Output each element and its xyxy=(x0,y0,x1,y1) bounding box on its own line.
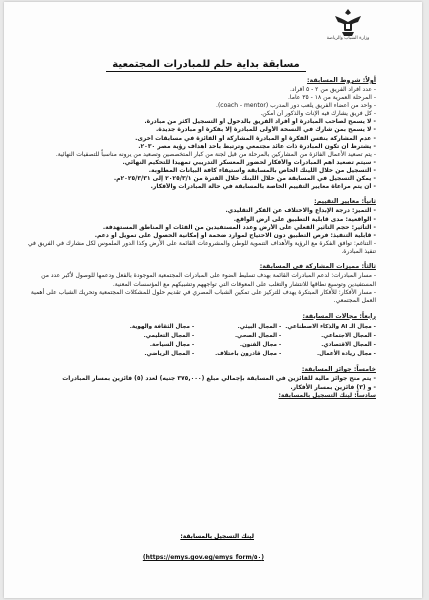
condition-item: - واحد من أعضاء الفريق يلعب دور المدرب (coach - mentor). xyxy=(216,102,376,110)
condition-item: - المرحلة العمرية من ١٨ - ٣٥ عاماً. xyxy=(288,94,376,102)
field-item: - مجال الـ AI والذكاء الاصطناعي. xyxy=(285,323,376,330)
criteria-item: - قابلية التنفيذ: فرص التطبيق دون الاحتياج لموارد ضخمة أو إمكانية الحصول على تمويل أو دعم. xyxy=(94,231,376,239)
field-item: - مجال ريادة الأعمال. xyxy=(317,351,376,358)
condition-item: - عدد أفراد الفريق من ٢ - ٥ أفراد. xyxy=(289,86,376,93)
condition-item: - أن يتم مراعاة معايير التقييم الخاصة بالمسابقة في حالة المبادرات والأفكار. xyxy=(150,183,376,191)
condition-item: - كل فريق يشارك فيه الإناث والذكور أن أمكن. xyxy=(260,110,376,118)
field-item xyxy=(24,350,107,359)
field-item: - المجال الصحي. xyxy=(234,332,282,339)
condition-item: - يتم تصعيد الأعمال الفائزة من المشاركين بالمرحلة من قبل لجنة من كبار المتخصصين وتصعيد من يرونه مناسباً للتصفيات النهائية. xyxy=(55,150,376,158)
eagle-emblem-icon xyxy=(330,6,366,40)
tracks-list xyxy=(24,272,376,305)
document-page xyxy=(4,2,422,598)
link-section-heading: سادساً: لينك التسجيل بالمسابقة: xyxy=(278,391,376,399)
condition-item: - يشترط أن تكون المبادرة ذات عائد مجتمعي وترتبط بأحد أهداف رؤية مصر ٢٠٣٠. xyxy=(138,142,376,150)
field-item: - مجال قادرون باختلاف. xyxy=(215,351,282,358)
prize-line: - و (٣) فائزين بمسار الأفكار. xyxy=(290,383,376,391)
condition-item: - لا يسمح بمن شارك في النسخة الأولى للمبادرة إلا بفكرة أو مبادرة جديدة. xyxy=(156,126,376,134)
prize-line: - يتم منح جوائز مالية للفائزين في المسابقة بإجمالي مبلغ (٣٧٥,٠٠٠ جنيه) لعدد (٥) فائزين بمسار المبادرات xyxy=(62,375,376,383)
field-item: - مجال الثقافة والهوية. xyxy=(129,323,195,330)
criteria-item: - التأثير: حجم التأثير الفعلي على الأرض وعدد المستفيدين من الفئات أو المناطق المستهدفة. xyxy=(102,223,376,231)
field-item: - المجال التعليمي. xyxy=(143,332,195,339)
ministry-name: وزارة الشباب والرياضة xyxy=(326,36,370,41)
criteria-heading: ثانياً: معايير التقييم: xyxy=(314,198,376,206)
tracks-heading: ثالثاً: مميزات المشاركة في المسابقة: xyxy=(259,263,376,271)
fields-grid xyxy=(24,323,376,360)
condition-item: - لا يسمح لصاحب المبادرة أو أفراد الفريق بالدخول أو التسجيل أكثر من مبادرة. xyxy=(144,118,376,126)
field-item xyxy=(24,323,107,332)
field-item: - مجال السياحة. xyxy=(149,341,195,348)
condition-item: - عدم المشاركة بنفس الفكرة أو المبادرة المشاركة أو الفائزة في مسابقات أخرى. xyxy=(135,134,376,142)
condition-item: - يمكن التسجيل في المسابقة من خلال اللينك خلال الفترة من ٢٠٢٥/٣/١ إلى ٢٠٢٥/٣/٣١م. xyxy=(113,175,376,183)
field-item: - المجال الاجتماعي. xyxy=(321,332,376,339)
field-item: - المجال الرياضي. xyxy=(144,351,195,358)
field-item xyxy=(24,332,107,341)
field-item: - المجال البيئي. xyxy=(237,323,282,330)
conditions-heading: أولاً: شروط المسابقة: xyxy=(307,77,376,84)
registration-label: لينك التسجيل بالمسابقة: xyxy=(180,533,254,540)
field-item: - المجال الاقتصادي. xyxy=(321,341,376,348)
registration-link[interactable]: (https://emys.gov.eg/emys_form/٥٠) xyxy=(142,554,264,561)
criteria-item: - الواقعية: مدى قابلية التطبيق على أرض الواقع. xyxy=(233,215,376,223)
track-item: - مسار الأفكار: للأفكار المبتكرة يهدف للتركيز على تمكين الشباب المصري في تقديم حلول للمشكلات المجتمعية وتحريك الشباب على أهمية العمل المجتمعي. xyxy=(30,288,376,305)
criteria-list xyxy=(24,207,376,256)
fields-heading: رابعاً: مجالات المسابقة: xyxy=(302,312,376,320)
condition-item: - سيتم تصعيد أهم المبادرات والأفكار لحضور المعسكر التدريبي تمهيداً للتحكيم النهائي. xyxy=(122,159,376,167)
document-title: مسابقة بداية حلم للمبادرات المجتمعية xyxy=(106,59,306,72)
prizes-heading: خامساً: جوائز المسابقة: xyxy=(301,366,376,374)
track-item: - مسار المبادرات: لدعم المبادرات القائمة بهدف تسليط الضوء على المبادرات المجتمعية الموجودة بالفعل ودعمها للوصول لأكبر عدد من المستفيدين وتوسيع نطاقها للانتشار والتغلب على المعوقات التي تواجههم وتشبيكهم مع المؤسسات المعنية. xyxy=(41,272,376,288)
field-item xyxy=(24,341,107,350)
criteria-item: - التناغم: توافق الفكرة مع الرؤية والأهداف التنموية للوطن والمشروعات القائمة على الأرض وكذا الدور الملموس لكل مشارك في الفريق في تنفيذ المبادرة. xyxy=(27,239,376,256)
conditions-list xyxy=(24,86,376,191)
criteria-item: - التميز: درجة الإبداع والاختلاف عن الفكر التقليدي. xyxy=(225,207,376,215)
condition-item: - التسجيل من خلال اللينك الخاص بالمسابقة واستيفاء كافة البيانات المطلوبة. xyxy=(148,167,376,175)
document-body xyxy=(24,74,376,400)
field-item: - مجال الفنون. xyxy=(239,341,282,348)
